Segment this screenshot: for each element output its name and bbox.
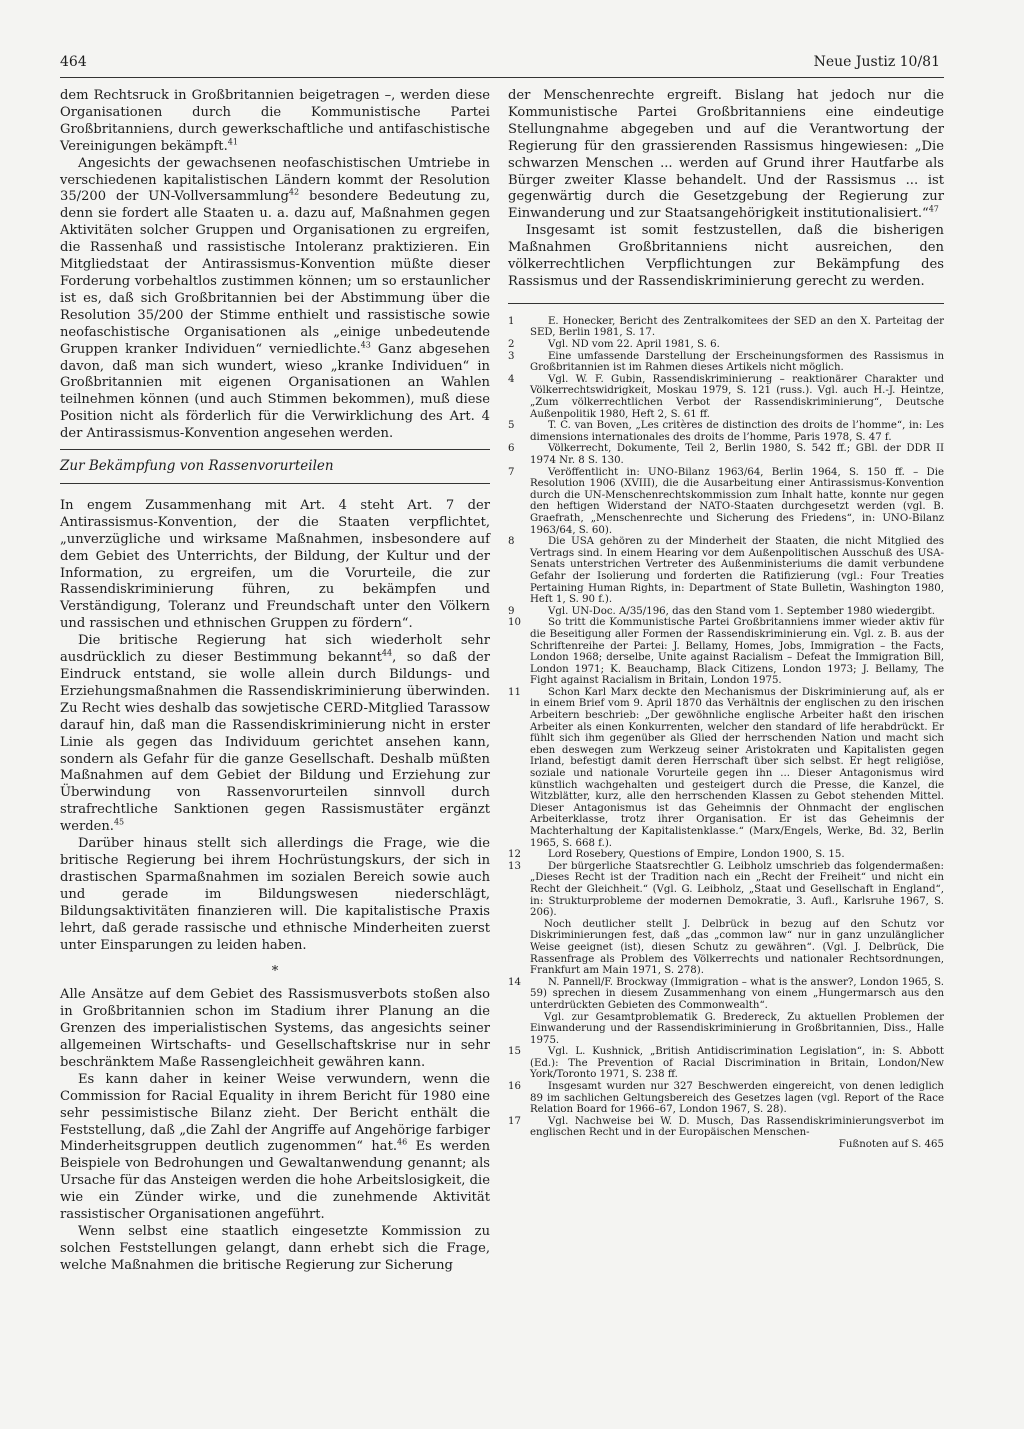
- footnote-number: 2: [508, 339, 515, 351]
- footnote-text: [530, 1116, 944, 1139]
- journal-title: Neue Justiz 10/81: [813, 54, 940, 70]
- footnote-text: [530, 1081, 944, 1116]
- footnote-number: 6: [508, 443, 515, 455]
- footnote-text: [530, 339, 944, 351]
- footnote-text: [530, 467, 944, 537]
- footnote-paragraph: Vgl. ND vom 22. April 1981, S. 6.: [548, 339, 720, 351]
- footnote-paragraph: Völkerrecht, Dokumente, Teil 2, Berlin 1980, S. 542 ff.; GBl. der DDR II 1974 Nr. 8 S. 130.: [530, 443, 944, 466]
- footnote-text: [530, 443, 944, 466]
- section-heading: Zur Bekämpfung von Rassenvorurteilen: [60, 458, 334, 475]
- footnote-text: [530, 316, 944, 339]
- footnote-text: [530, 351, 944, 374]
- footnote-text: [530, 1046, 944, 1081]
- footnote: [508, 316, 944, 339]
- footnote-number: 16: [508, 1081, 521, 1093]
- footnote-text: [530, 977, 944, 1047]
- footnote-paragraph: T. C. van Boven, „Les critères de distinction des droits de l’homme“, in: Les dimensions internationales des droits de l’homme, Paris 1978, S. 47 f.: [530, 420, 944, 443]
- section-divider: [60, 449, 490, 450]
- footnote-text: [530, 536, 944, 606]
- footnote-text: [530, 374, 944, 420]
- footnote-paragraph: Noch deutlicher stellt J. Delbrück in bezug auf den Schutz vor Diskriminierungen fest, daß „das „common law“ nur in ganz unzulänglicher Weise geeignet (ist), diesen Schutz zu gewähren“. (Vgl. J. Delbrück, Die Rassenfrage als Problem des Völkerrechts und nationaler Rechtsordnungen, Frankfurt am Main 1971, S. 278).: [530, 918, 944, 977]
- footnote-text: [530, 617, 944, 687]
- paragraph: Alle Ansätze auf dem Gebiet des Rassismusverbots stoßen also in Großbritannien schon im Stadium ihrer Planung an die Grenzen des imperialistischen Systems, das angesichts seiner allgemeinen Wirtschafts- und Gesellschaftskrise nur in sehr beschränktem Maße Rassengleichheit gewähren kann.: [60, 987, 490, 1070]
- footnote-paragraph: Veröffentlicht in: UNO-Bilanz 1963/64, Berlin 1964, S. 150 ff. – Die Resolution 1906 (XVIII), die die Ausarbeitung einer Antirassismus-Konvention durch die UN-Menschenrechtskommission zum Inhalt hatte, konnte nur gegen den heftigen Widerstand der NATO-Staaten durchgesetzt werden (vgl. B. Graefrath, „Menschenrechte und Sicherung des Friedens“, in: UNO-Bilanz 1963/64, S. 60).: [530, 466, 944, 536]
- header-rule: [60, 77, 944, 78]
- footnote: [508, 849, 944, 861]
- footnote: [508, 861, 944, 977]
- footnote-paragraph: Schon Karl Marx deckte den Mechanismus der Diskriminierung auf, als er in einem Brief vom 9. April 1870 das Verhältnis der englischen zu den irischen Arbeitern beschrieb: „Der gewöhnliche englische Arbeiter haßt den irischen Arbeiter als einen Konkurrenten, welcher den standard of life herabdrückt. Er fühlt sich ihm gegenüber als Glied der herrschenden Nation und macht sich eben deswegen zum Werkzeug seiner Aristokraten und Kapitalisten gegen Irland, befestigt damit deren Herrschaft über sich selbst. Er hegt religiöse, soziale und nationale Vorurteile gegen ihn ... Dieser Antagonismus wird künstlich wachgehalten und gesteigert durch die Presse, die Kanzel, die Witzblätter, kurz, alle den herrschenden Klassen zu Gebot stehenden Mittel. Dieser Antagonismus ist das Geheimnis der Ohnmacht der englischen Arbeiterklasse, trotz ihrer Organisation. Er ist das Geheimnis der Machterhaltung der Kapitalistenklasse.“ (Marx/Engels, Werke, Bd. 32, Berlin 1965, S. 668 f.).: [530, 686, 944, 849]
- footnote: [508, 467, 944, 537]
- footnote: [508, 1081, 944, 1116]
- footnote-number: 5: [508, 420, 515, 432]
- footnote-ref: 43: [360, 340, 371, 350]
- paragraph: Darüber hinaus stellt sich allerdings die Frage, wie die britische Regierung bei ihrem Hochrüstungskurs, der sich in drastischen Sparmaßnahmen im sozialen Bereich sowie auch und gerade im Bildungswesen niederschlägt, Bildungsaktivitäten finanzieren will. Die kapitalistische Praxis lehrt, daß gerade rassische und ethnische Minderheiten zuerst unter Einsparungen zu leiden haben.: [60, 836, 490, 953]
- footnote-ref: 45: [113, 817, 125, 827]
- footnote: [508, 443, 944, 466]
- paragraph: Insgesamt ist somit festzustellen, daß die bisherigen Maßnahmen Großbritanniens nicht ausreichen, den völkerrechtlichen Verpflichtungen zur Bekämpfung des Rassismus und der Rassendiskriminierung gerecht zu werden.: [508, 223, 944, 289]
- footnote-paragraph: Die USA gehören zu der Minderheit der Staaten, die nicht Mitglied des Vertrags sind. In einem Hearing vor dem Außenpolitischen Ausschuß des USA-Senats unterstrichen Vertreter des Außenministeriums die damit verbundene Gefahr der Isolierung und forderten die Ratifizierung (vgl.: Four Treaties Pertaining Human Rights, in: Department of State Bulletin, Washington 1980, Heft 1, S. 90 f.).: [530, 536, 944, 606]
- footnote-number: 13: [508, 860, 521, 872]
- footnote-paragraph: Insgesamt wurden nur 327 Beschwerden eingereicht, von denen lediglich 89 im sachlichen Geltungsbereich des Gesetzes lagen (vgl. Report of the Race Relation Board for 1966–67, London 1967, S. 28).: [530, 1081, 944, 1116]
- footnote-number: 4: [508, 373, 515, 385]
- paragraph: Angesichts der gewachsenen neofaschistischen Umtriebe in verschiedenen kapitalistischen Ländern kommt der Resolution 35/200 der UN-Vollversammlung$^{42}$ besondere Bedeutung zu, denn sie fordert alle Staaten u. a. dazu auf, Maßnahmen gegen Aktivitäten solcher Gruppen und Organisationen zu ergreifen, die Rassenhaß und rassistische Intoleranz praktizieren. Ein Mitgliedstaat der Antirassismus-Konvention müßte dieser Forderung vorbehaltlos zustimmen können; um so erstaunlicher ist es, daß sich Großbritannien bei der Abstimmung über die Resolution 35/200 der Stimme enthielt und rassistische sowie neofaschistische Organisationen als „einige unbedeutende Gruppen kranker Individuen“ verniedlichte.$^{43}$ Ganz abgesehen davon, daß man sich wundert, wieso „kranke Individuen“ in Großbritannien mit eigenen Organisationen an Wahlen teilnehmen können (und auch Stimmen bekommen), muß diese Position nicht als förderlich für die Verwirklichung des Art. 4 der Antirassismus-Konvention angesehen werden.: [60, 155, 490, 442]
- footnote: [508, 606, 944, 618]
- footnote-paragraph: E. Honecker, Bericht des Zentralkomitees der SED an den X. Parteitag der SED, Berlin 1981, S. 17.: [530, 315, 944, 339]
- footnote-number: 7: [508, 466, 515, 478]
- footnote-text: [530, 861, 944, 977]
- footnote-list: [508, 316, 944, 1139]
- footnote: [508, 1116, 944, 1139]
- footnote-paragraph: So tritt die Kommunistische Partei Großbritanniens immer wieder aktiv für die Beseitigung aller Formen der Rassendiskriminierung ein. Vgl. z. B. aus der Schriftenreihe der Partei: J. Bellamy, Homes, Jobs, Immigration – the Facts, London 1968; derselbe, Unite against Racialism – Defeat the Immigration Bill, London 1971; K. Beauchamp, Black Citizens, London 1973; J. Bellamy, The Fight against Racialism in Britain, London 1975.: [530, 617, 944, 687]
- footnote: [508, 420, 944, 443]
- footnote-paragraph: N. Pannell/F. Brockway (Immigration – what is the answer?, London 1965, S. 59) sprechen in diesem Zusammenhang von einem „Hungermarsch aus den unterdrückten Gebieten des Commonwealth“.: [530, 976, 945, 1011]
- footnote-paragraph: Eine umfassende Darstellung der Erscheinungsformen des Rassismus in Großbritannien ist im Rahmen dieses Artikels nicht möglich.: [530, 350, 944, 374]
- footnote: [508, 374, 944, 420]
- footnote-ref: 46: [397, 1138, 408, 1148]
- footnote-text: [530, 687, 944, 849]
- footnote: [508, 351, 944, 374]
- footnote-number: 8: [508, 536, 515, 548]
- footnote-continuation: Fußnoten auf S. 465: [838, 1139, 944, 1151]
- footnote: [508, 1046, 944, 1081]
- footnote-text: [530, 606, 944, 618]
- page-header: [60, 52, 940, 74]
- footnote-number: 3: [508, 350, 515, 362]
- paragraph: Wenn selbst eine staatlich eingesetzte Kommission zu solchen Feststellungen gelangt, dann erhebt sich die Frage, welche Maßnahmen die britische Regierung zur Sicherung: [60, 1224, 490, 1273]
- footnote-number: 15: [508, 1046, 521, 1058]
- footnote-paragraph: Vgl. W. F. Gubin, Rassendiskriminierung – reaktionärer Charakter und Völkerrechtswidrigkeit, Moskau 1979, S. 121 (russ.). Vgl. auch H.-J. Heintze, „Zum völkerrechtlichen Verbot der Rassendiskriminierung“, Deutsche Außenpolitik 1980, Heft 2, S. 61 ff.: [530, 373, 944, 420]
- footnote-text: [530, 420, 944, 443]
- footnote-number: 12: [508, 849, 521, 861]
- section-divider: [60, 483, 490, 484]
- footnote: [508, 977, 944, 1047]
- footnote: [508, 617, 944, 687]
- footnote-number: 17: [508, 1115, 521, 1127]
- paragraph: der Menschenrechte ergreift. Bislang hat jedoch nur die Kommunistische Partei Großbritanniens eine eindeutige Stellungnahme abgegeben und auf die Verantwortung der Regierung für den grassierenden Rassismus hingewiesen: „Die schwarzen Menschen ... werden auf Grund ihrer Hautfarbe als Bürger zweiter Klasse behandelt. Und der Rassismus ... ist gegenwärtig durch die Gesetzgebung der Regierung zur Einwanderung und zur Staatsangehörigkeit institutionalisiert.“$^{47}$: [508, 88, 944, 222]
- left-column: [60, 88, 490, 1275]
- footnote-paragraph: Vgl. L. Kushnick, „British Antidiscrimination Legislation“, in: S. Abbott (Ed.): The Prevention of Racial Discrimination in Britain, London/New York/Toronto 1971, S. 238 ff.: [530, 1046, 944, 1081]
- footnote-divider: [508, 303, 944, 304]
- page-number: 464: [60, 54, 87, 70]
- footnote-ref: 42: [288, 188, 300, 198]
- footnote-paragraph: Vgl. zur Gesamtproblematik G. Bredereck, Zu aktuellen Problemen der Einwanderung und der Rassendiskriminierung in Großbritannien, Diss., Halle 1975.: [530, 1011, 944, 1046]
- footnote: [508, 339, 944, 351]
- paragraph: Es kann daher in keiner Weise verwundern, wenn die Commission for Racial Equality in ihrem Bericht für 1980 eine sehr pessimistische Bilanz zieht. Der Bericht enthält die Feststellung, daß „die Zahl der Angriffe auf Angehörige farbiger Minderheitsgruppen deutlich zugenommen“ hat.$^{46}$ Es werden Beispiele von Bedrohungen und Gewaltanwendung genannt; als Ursache für das Ansteigen werden die hohe Arbeitslosigkeit, die wie ein Zünder wirke, und die zunehmende Aktivität rassistischer Organisationen angeführt.: [60, 1071, 490, 1223]
- paragraph: Die britische Regierung hat sich wiederholt sehr ausdrücklich zu dieser Bestimmung bekannt$^{44}$, so daß der Eindruck entstand, sie wolle allein durch Bildungs- und Erziehungsmaßnahmen die Rassendiskriminierung überwinden. Zu Recht wies deshalb das sowjetische CERD-Mitglied Tarassow darauf hin, daß man die Rassendiskriminierung nicht in erster Linie als gegen das Individuum gerichtet ansehen kann, sondern als Gefahr für die ganze Gesellschaft. Deshalb müßten Maßnahmen auf dem Gebiet der Bildung und Erziehung zur Überwindung von Rassenvorurteilen sinnvoll durch strafrechtliche Sanktionen gegen Rassismustäter ergänzt werden.$^{45}$: [60, 633, 490, 835]
- footnote-number: 10: [508, 617, 521, 629]
- right-column: [508, 88, 944, 1151]
- footnote-ref: 44: [381, 648, 393, 658]
- footnote-ref: 47: [928, 204, 939, 214]
- footnote: [508, 687, 944, 849]
- footnote-number: 11: [508, 686, 521, 698]
- footnote-number: 1: [508, 315, 515, 327]
- footnote-number: 9: [508, 605, 515, 617]
- footnote-ref: 41: [227, 137, 238, 147]
- footnote-paragraph: Der bürgerliche Staatsrechtler G. Leibholz umschrieb das folgendermaßen: „Dieses Recht ist der Tradition nach ein „Recht der Freiheit“ und nicht ein Recht der Gleichheit.“ (Vgl. G. Leibholz, „Staat und Gesellschaft in England“, in: Strukturprobleme der modernen Demokratie, 3. Aufl., Karlsruhe 1967, S. 206).: [530, 860, 944, 919]
- footnote-text: [530, 849, 944, 861]
- section-asterisk: *: [271, 964, 279, 980]
- paragraph: dem Rechtsruck in Großbritannien beigetragen –, werden diese Organisationen durch die Kommunistische Partei Großbritanniens, durch gewerkschaftliche und antifaschistische Vereinigungen bekämpft.$^{41}$: [60, 88, 490, 154]
- paragraph: In engem Zusammenhang mit Art. 4 steht Art. 7 der Antirassismus-Konvention, der die Staaten verpflichtet, „unverzügliche und wirksame Maßnahmen, insbesondere auf dem Gebiet des Unterrichts, der Bildung, der Kultur und der Information, zu ergreifen, um die Vorurteile, die zur Rassendiskriminierung führen, zu bekämpfen und Verständigung, Toleranz und Freundschaft unter den Völkern und rassischen und ethnischen Gruppen zu fördern“.: [60, 497, 490, 632]
- footnote: [508, 536, 944, 606]
- footnote-number: 14: [508, 976, 521, 988]
- footnote-paragraph: Lord Rosebery, Questions of Empire, London 1900, S. 15.: [548, 849, 845, 861]
- footnote-paragraph: Vgl. Nachweise bei W. D. Musch, Das Rassendiskriminierungsverbot im englischen Recht und in der Europäischen Menschen-: [530, 1115, 944, 1139]
- footnote-paragraph: Vgl. UN-Doc. A/35/196, das den Stand vom 1. September 1980 wiedergibt.: [548, 605, 935, 617]
